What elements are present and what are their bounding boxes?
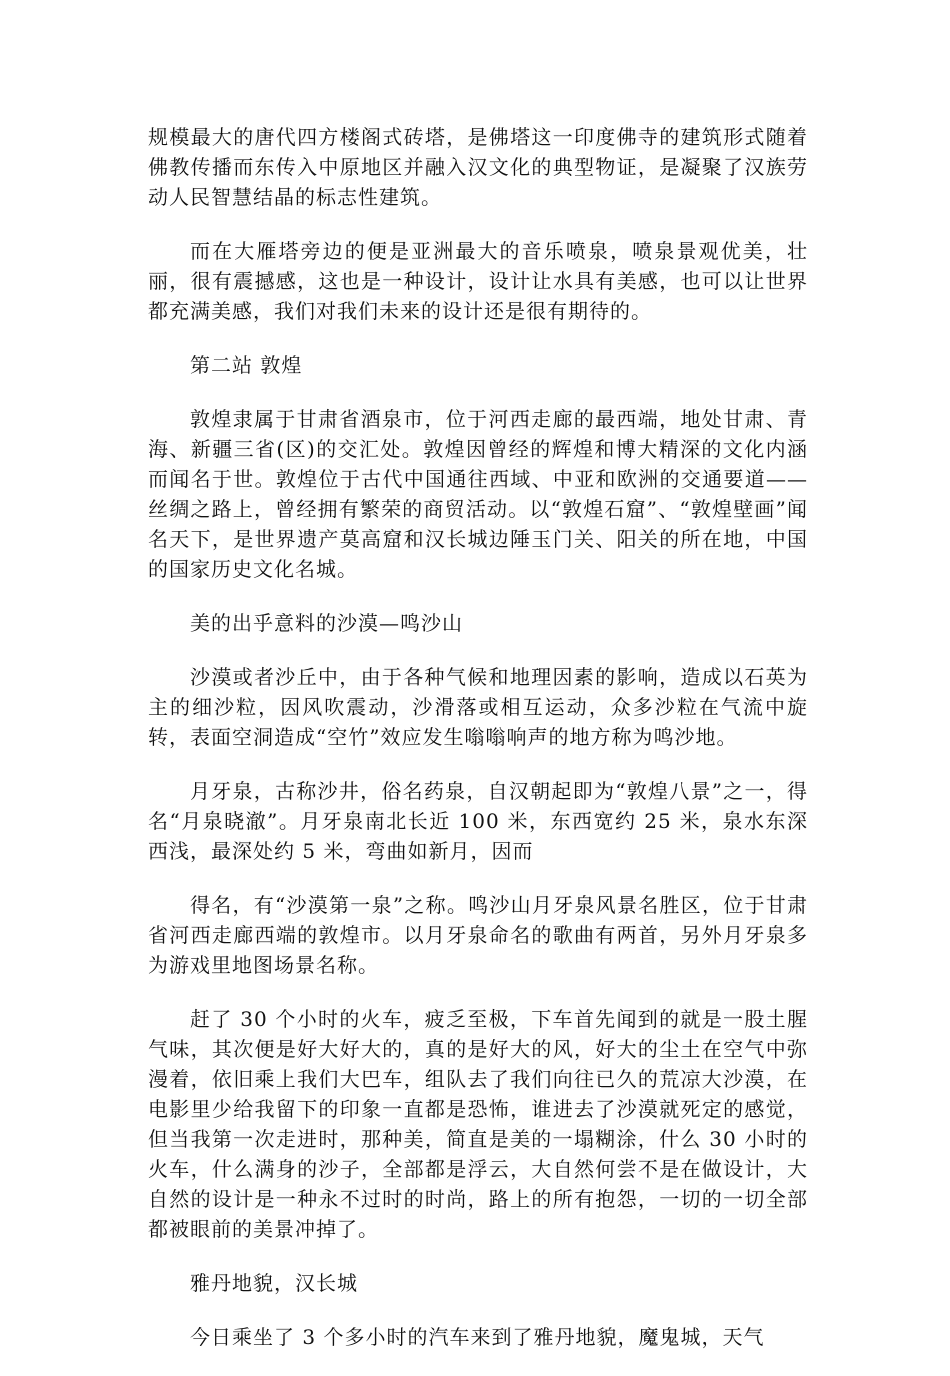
section-heading: 雅丹地貌，汉长城 xyxy=(190,1271,358,1295)
paragraph: 而在大雁塔旁边的便是亚洲最大的音乐喷泉，喷泉景观优美，壮丽，很有震撼感，这也是一种设计，设计让水具有美感，也可以让世界都充满美感，我们对我们未来的设计还是很有期待的。 xyxy=(148,239,808,323)
paragraph: 敦煌隶属于甘肃省酒泉市，位于河西走廊的最西端，地处甘肃、青海、新疆三省(区)的交汇处。敦煌因曾经的辉煌和博大精深的文化内涵而闻名于世。敦煌位于古代中国通往西域、中亚和欧洲的交通要道——丝绸之路上，曾经拥有繁荣的商贸活动。以“敦煌石窟”、“敦煌壁画”闻名天下，是世界遗产莫高窟和汉长城边陲玉门关、阳关的所在地，中国的国家历史文化名城。 xyxy=(148,407,808,581)
document-page xyxy=(148,122,808,1376)
paragraph: 得名，有“沙漠第一泉”之称。鸣沙山月牙泉风景名胜区，位于甘肃省河西走廊西端的敦煌市。以月牙泉命名的歌曲有两首，另外月牙泉多为游戏里地图场景名称。 xyxy=(148,893,808,977)
paragraph: 今日乘坐了 3 个多小时的汽车来到了雅丹地貌，魔鬼城，天气 xyxy=(190,1325,765,1349)
paragraph: 沙漠或者沙丘中，由于各种气候和地理因素的影响，造成以石英为主的细沙粒，因风吹震动，沙滑落或相互运动，众多沙粒在气流中旋转，表面空洞造成“空竹”效应发生嗡嗡响声的地方称为鸣沙地。 xyxy=(148,665,808,749)
section-heading: 第二站 敦煌 xyxy=(190,353,303,377)
paragraph: 赶了 30 个小时的火车，疲乏至极，下车首先闻到的就是一股土腥气味，其次便是好大好大的，真的是好大的风，好大的尘土在空气中弥漫着，依旧乘上我们大巴车，组队去了我们向往已久的荒凉大沙漠，在电影里少给我留下的印象一直都是恐怖，谁进去了沙漠就死定的感觉，但当我第一次走进时，那种美，简直是美的一塌糊涂，什么 30 小时的火车，什么满身的沙子，全部都是浮云，大自然何尝不是在做设计，大自然的设计是一种永不过时的时尚，路上的所有抱怨，一切的一切全部都被眼前的美景冲掉了。 xyxy=(148,1007,808,1241)
paragraph: 月牙泉，古称沙井，俗名药泉，自汉朝起即为“敦煌八景”之一，得名“月泉晓澈”。月牙泉南北长近 100 米，东西宽约 25 米，泉水东深西浅，最深处约 5 米，弯曲如新月，因而 xyxy=(148,779,808,863)
paragraph: 规模最大的唐代四方楼阁式砖塔，是佛塔这一印度佛寺的建筑形式随着佛教传播而东传入中原地区并融入汉文化的典型物证，是凝聚了汉族劳动人民智慧结晶的标志性建筑。 xyxy=(148,125,808,209)
section-heading: 美的出乎意料的沙漠—鸣沙山 xyxy=(190,611,463,635)
